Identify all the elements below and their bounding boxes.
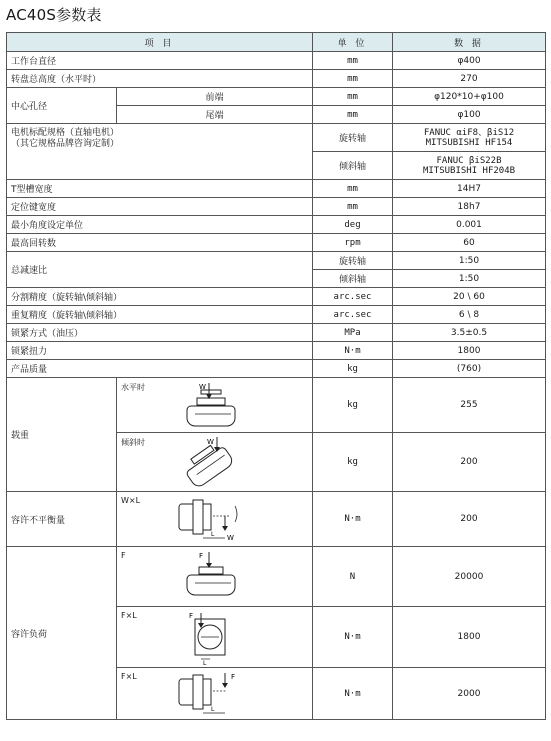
row-value: 1800 [393,607,546,668]
row-label: 锁紧扭力 [7,342,313,360]
row-sublabel: 尾端 [117,106,313,124]
row-label: 工作台直径 [7,52,313,70]
row-sublabel: 旋转轴 [313,252,393,270]
f-label: F [189,612,194,620]
row-value: 6 \ 8 [393,306,546,324]
row-label: 最小角度设定单位 [7,216,313,234]
row-label [7,124,313,180]
row-unit: kg [313,378,393,433]
row-value: 1800 [393,342,546,360]
figure-tag: 水平时 [121,383,145,392]
table-row [7,547,546,607]
figure-tag: F×L [121,672,137,681]
row-label: 重复精度（旋转轴\倾斜轴） [7,306,313,324]
table-row [7,180,546,198]
table-row [7,492,546,547]
w-label: W [227,534,234,542]
row-value: 60 [393,234,546,252]
l-label: L [203,660,207,667]
w-label: W [207,438,214,446]
figure-cell [117,433,313,492]
table-row [7,88,546,106]
motor-rot-line1: FANUC αiF8、βiS12 [423,127,515,138]
row-unit: rpm [313,234,393,252]
row-value [393,152,546,180]
table-row [7,70,546,88]
row-label: 最高回转数 [7,234,313,252]
row-value: φ120*10+φ100 [393,88,546,106]
row-value: 18h7 [393,198,546,216]
f-label: F [199,552,204,560]
figure-tag: 倾斜时 [121,438,145,447]
header-data: 数 据 [393,33,546,52]
l-label: L [211,706,215,713]
row-value: (760) [393,360,546,378]
row-value: 200 [393,433,546,492]
row-value: 14H7 [393,180,546,198]
row-label: 分割精度（旋转轴\倾斜轴） [7,288,313,306]
figure-cell [117,668,313,720]
table-row [7,360,546,378]
axial-load-figure [179,549,249,605]
horizontal-load-figure [179,380,249,432]
figure-tag: W×L [121,496,141,505]
row-label: 容许不平衡量 [7,492,117,547]
row-value: 200 [393,492,546,547]
row-label: 中心孔径 [7,88,117,124]
row-unit: N [313,547,393,607]
row-unit: mm [313,106,393,124]
side-moment-load-figure [177,669,257,719]
table-row [7,288,546,306]
page-title: AC40S参数表 [6,6,102,24]
row-value: φ400 [393,52,546,70]
row-label: 总减速比 [7,252,313,288]
motor-tilt-line1: FANUC βiS22B [436,155,502,166]
l-label: L [211,531,215,538]
row-unit: arc.sec [313,288,393,306]
row-sublabel: 倾斜轴 [313,270,393,288]
table-row [7,306,546,324]
figure-cell [117,547,313,607]
row-unit: mm [313,180,393,198]
row-label: 载重 [7,378,117,492]
row-value: 270 [393,70,546,88]
row-unit: arc.sec [313,306,393,324]
table-row [7,342,546,360]
row-value: 255 [393,378,546,433]
motor-label-line1: 电机标配规格（直轴电机） [11,128,120,138]
header-item: 项 目 [7,33,313,52]
row-sublabel: 倾斜轴 [313,152,393,180]
table-row [7,216,546,234]
row-unit: mm [313,70,393,88]
table-row [7,124,546,152]
row-unit: mm [313,88,393,106]
table-row [7,324,546,342]
row-label: 转盘总高度（水平时） [7,70,313,88]
row-value: 0.001 [393,216,546,234]
w-label: W [199,383,206,391]
row-value: 3.5±0.5 [393,324,546,342]
row-value: φ100 [393,106,546,124]
motor-tilt-line2: MITSUBISHI HF204B [422,165,516,176]
row-unit: N·m [313,607,393,668]
spec-table [6,32,546,720]
f-label: F [231,673,236,681]
figure-tag: F [121,551,126,560]
row-label: 产品质量 [7,360,313,378]
row-label: 定位键宽度 [7,198,313,216]
row-sublabel: 旋转轴 [313,124,393,152]
header-row [7,33,546,52]
figure-tag: F×L [121,611,137,620]
figure-cell [117,378,313,433]
row-value: 1:50 [393,270,546,288]
figure-cell [117,607,313,668]
table-row [7,52,546,70]
table-row [7,378,546,433]
unbalance-figure [177,494,257,546]
row-unit: MPa [313,324,393,342]
row-unit: kg [313,360,393,378]
row-value: 2000 [393,668,546,720]
row-unit: mm [313,52,393,70]
row-unit: mm [313,198,393,216]
row-sublabel: 前端 [117,88,313,106]
row-value: 1:50 [393,252,546,270]
figure-cell [117,492,313,547]
header-unit: 单 位 [313,33,393,52]
row-unit: N·m [313,342,393,360]
motor-label-line2: （其它规格品牌咨询定制） [11,139,120,149]
row-unit: deg [313,216,393,234]
table-row [7,252,546,270]
row-value [393,124,546,152]
row-value: 20 \ 60 [393,288,546,306]
row-label: 锁紧方式（油压） [7,324,313,342]
row-unit: kg [313,433,393,492]
moment-load-figure [179,609,249,667]
motor-rot-line2: MITSUBISHI HF154 [425,137,513,148]
row-unit: N·m [313,668,393,720]
row-unit: N·m [313,492,393,547]
row-label: T型槽宽度 [7,180,313,198]
row-value: 20000 [393,547,546,607]
row-label: 容许负荷 [7,547,117,720]
table-row [7,234,546,252]
table-row [7,198,546,216]
tilted-load-figure [179,435,249,491]
